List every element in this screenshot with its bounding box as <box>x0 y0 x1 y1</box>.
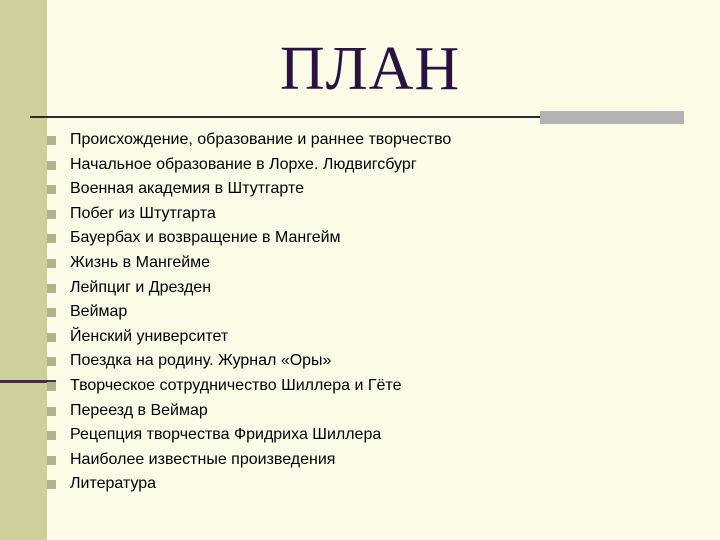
plan-item <box>0 349 720 374</box>
plan-list <box>0 128 720 497</box>
plan-item <box>0 202 720 227</box>
plan-item <box>0 276 720 301</box>
plan-item-label: Рецепция творчества Фридриха Шиллера <box>70 426 382 444</box>
plan-item <box>0 251 720 276</box>
square-bullet-icon <box>47 185 56 194</box>
slide-title: ПЛАН <box>279 35 461 103</box>
square-bullet-icon <box>47 210 56 219</box>
plan-item-label: Наиболее известные произведения <box>70 450 336 468</box>
plan-item <box>0 325 720 350</box>
title-divider-block <box>540 111 684 124</box>
square-bullet-icon <box>47 480 56 489</box>
plan-item <box>0 399 720 424</box>
plan-item <box>0 177 720 202</box>
plan-item <box>0 300 720 325</box>
plan-item-label: Веймар <box>70 303 128 321</box>
plan-item <box>0 226 720 251</box>
square-bullet-icon <box>47 284 56 293</box>
plan-item-label: Творческое сотрудничество Шиллера и Гёте <box>70 376 402 394</box>
square-bullet-icon <box>47 161 56 170</box>
plan-item-label: Бауербах и возвращение в Мангейм <box>70 229 341 247</box>
plan-item-label: Литература <box>70 475 157 493</box>
square-bullet-icon <box>47 308 56 317</box>
square-bullet-icon <box>47 234 56 243</box>
plan-item <box>0 423 720 448</box>
plan-item <box>0 472 720 497</box>
square-bullet-icon <box>47 136 56 145</box>
plan-item-label: Начальное образование в Лорхе. Людвигсбург <box>70 155 417 173</box>
plan-item-label: Йенский университет <box>70 327 229 345</box>
plan-item-label: Поездка на родину. Журнал «Оры» <box>70 352 332 370</box>
square-bullet-icon <box>47 407 56 416</box>
plan-item-label: Происхождение, образование и раннее творчество <box>70 131 452 148</box>
square-bullet-icon <box>47 456 56 465</box>
plan-item-label: Побег из Штутгарта <box>70 204 216 222</box>
plan-item-label: Военная академия в Штутгарте <box>70 180 304 198</box>
square-bullet-icon <box>47 259 56 268</box>
square-bullet-icon <box>47 357 56 366</box>
plan-item <box>0 374 720 399</box>
plan-item-label: Жизнь в Мангейме <box>70 253 211 271</box>
square-bullet-icon <box>47 431 56 440</box>
square-bullet-icon <box>47 382 56 391</box>
plan-item <box>0 128 720 153</box>
square-bullet-icon <box>47 333 56 342</box>
plan-item <box>0 448 720 473</box>
plan-item <box>0 153 720 178</box>
plan-item-label: Переезд в Веймар <box>70 401 208 419</box>
plan-item-label: Лейпциг и Дрезден <box>70 278 212 296</box>
